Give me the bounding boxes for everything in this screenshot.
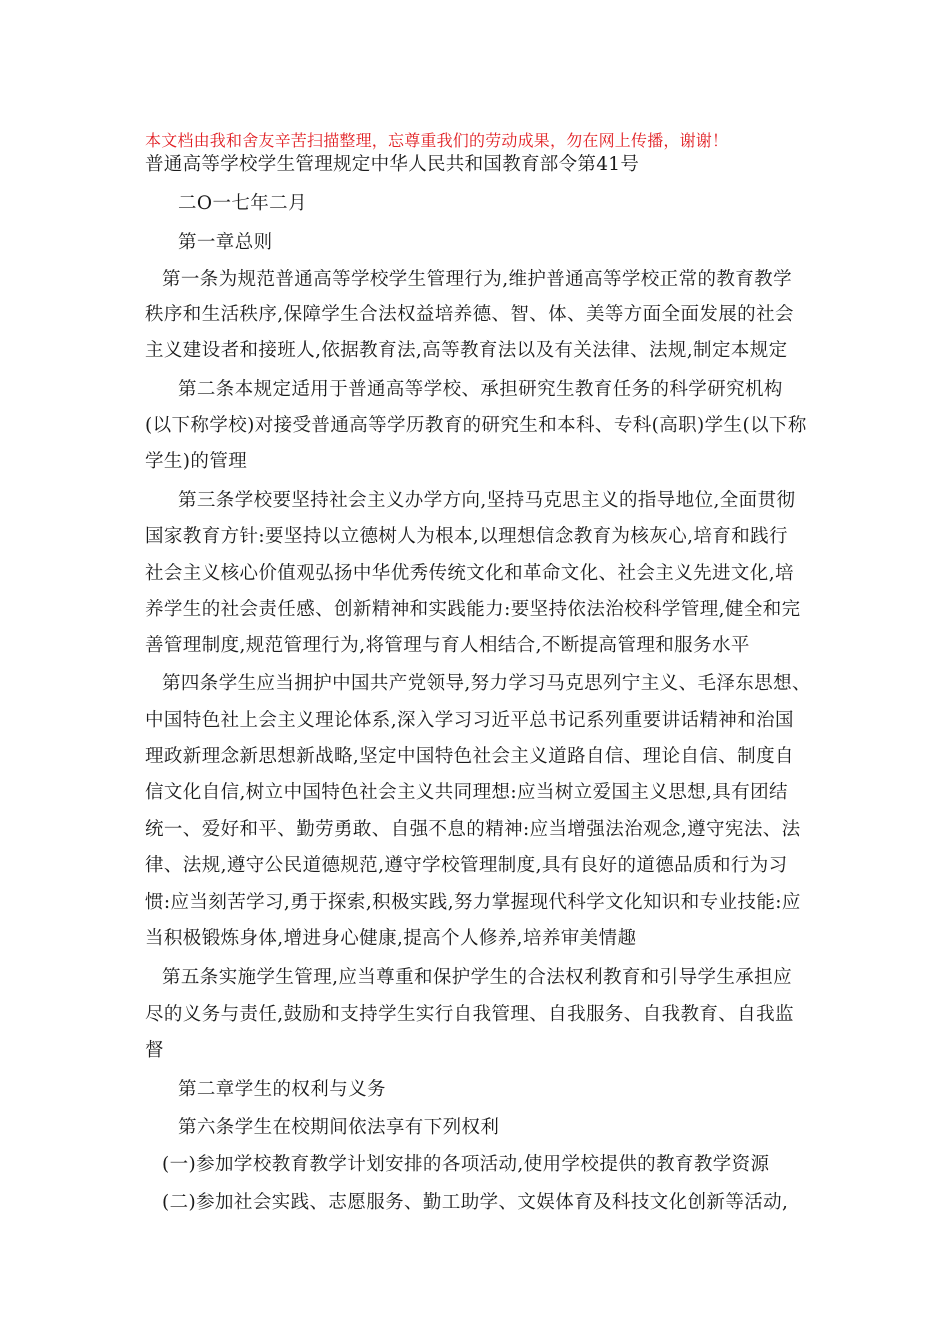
paragraph-line: 中国特色社上会主义理论体系,深入学习习近平总书记系列重要讲话精神和治国 (145, 710, 794, 731)
paragraph-line: 尽的义务与责任,鼓励和支持学生实行自我管理、自我服务、自我教育、自我监 (145, 1004, 794, 1025)
paragraph-line: 善管理制度,规范管理行为,将管理与育人相结合,不断提高管理和服务水平 (145, 635, 750, 656)
paragraph-line: 督 (145, 1040, 164, 1061)
chapter-heading: 第二章学生的权利与义务 (178, 1079, 386, 1100)
paragraph-line: 主义建设者和接班人,依据教育法,高等教育法以及有关法律、法规,制定本规定 (145, 340, 788, 361)
paragraph-line: (以下称学校)对接受普通高等学历教育的研究生和本科、专科(高职)学生(以下称 (145, 415, 807, 436)
list-item: (二)参加社会实践、志愿服务、勤工助学、文娱体育及科技文化创新等活动, (162, 1192, 789, 1213)
chapter-heading: 第一章总则 (178, 232, 273, 253)
paragraph-line: 第六条学生在校期间依法享有下列权利 (178, 1117, 500, 1138)
paragraph-line: 学生)的管理 (145, 451, 248, 472)
paragraph-line: 惯:应当刻苦学习,勇于探索,积极实践,努力掌握现代科学文化知识和专业技能:应 (145, 892, 801, 913)
paragraph-line: 律、法规,遵守公民道德规范,遵守学校管理制度,具有良好的道德品质和行为习 (145, 855, 788, 876)
paragraph-line: 秩序和生活秩序,保障学生合法权益培养德、智、体、美等方面全面发展的社会 (145, 304, 794, 325)
paragraph-line: 第五条实施学生管理,应当尊重和保护学生的合法权利教育和引导学生承担应 (162, 967, 792, 988)
list-item: (一)参加学校教育教学计划安排的各项活动,使用学校提供的教育教学资源 (162, 1154, 770, 1175)
paragraph-line: 第三条学校要坚持社会主义办学方向,坚持马克思主义的指导地位,全面贯彻 (178, 490, 796, 511)
paragraph-line: 第二条本规定适用于普通高等学校、承担研究生教育任务的科学研究机构 (178, 379, 783, 400)
paragraph-line: 社会主义核心价值观弘扬中华优秀传统文化和革命文化、社会主义先进文化,培 (145, 563, 794, 584)
document-title: 普通高等学校学生管理规定中华人民共和国教育部令第41号 (145, 154, 640, 175)
paragraph-line: 第四条学生应当拥护中国共产党领导,努力学习马克思列宁主义、毛泽东思想、 (162, 673, 811, 694)
paragraph-line: 国家教育方针:要坚持以立德树人为根本,以理想信念教育为核灰心,培育和践行 (145, 526, 788, 547)
scan-notice: 本文档由我和舍友辛苦扫描整理，忘尊重我们的劳动成果，勿在网上传播，谢谢！ (145, 131, 729, 150)
issue-date: 二O一七年二月 (178, 193, 307, 214)
paragraph-line: 信文化自信,树立中国特色社会主义共同理想:应当树立爱国主义思想,具有团结 (145, 782, 788, 803)
paragraph-line: 第一条为规范普通高等学校学生管理行为,维护普通高等学校正常的教育教学 (162, 269, 792, 290)
paragraph-line: 当积极锻炼身体,增进身心健康,提高个人修养,培养审美情趣 (145, 928, 637, 949)
paragraph-line: 统一、爱好和平、勤劳勇敢、自强不息的精神:应当增强法治观念,遵守宪法、法 (145, 819, 801, 840)
paragraph-line: 养学生的社会责任感、创新精神和实践能力:要坚持依法治校科学管理,健全和完 (145, 599, 801, 620)
paragraph-line: 理政新理念新思想新战略,坚定中国特色社会主义道路自信、理论自信、制度自 (145, 746, 794, 767)
